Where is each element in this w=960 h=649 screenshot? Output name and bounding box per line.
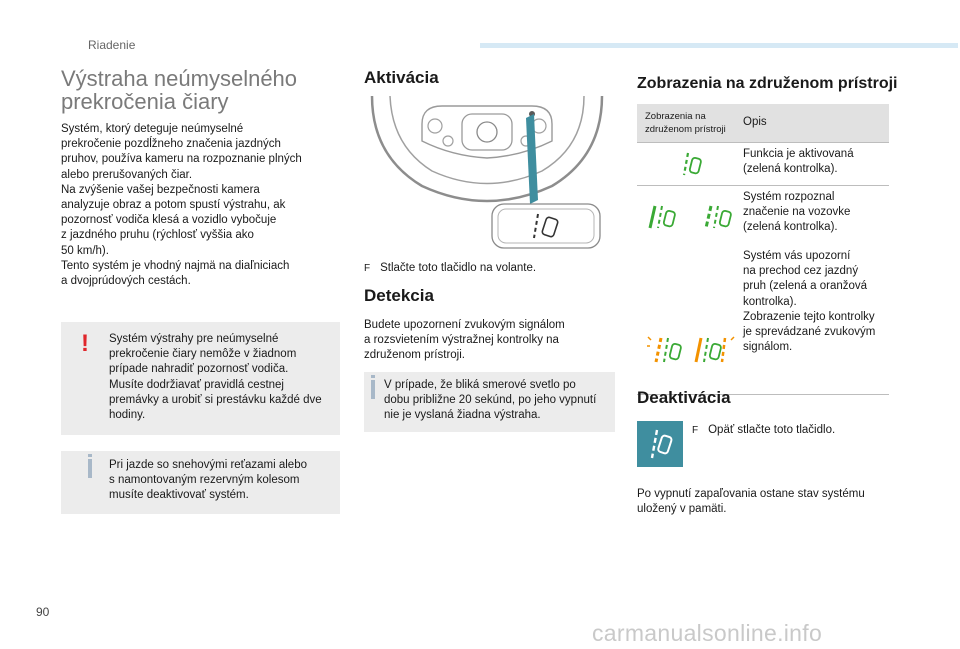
detekcia-info-box	[364, 372, 615, 432]
lane-detected-dashed-icon	[701, 204, 737, 230]
warning-line: prekročenie čiary nemôže v žiadnom	[109, 348, 297, 361]
intro-line: 50 km/h).	[61, 244, 109, 257]
aktivacia-step	[364, 261, 614, 276]
indicator-table	[637, 104, 889, 395]
warning-line: prípade nahradiť pozornosť vodiča.	[109, 363, 289, 376]
zobrazenia-heading: Zobrazenia na združenom prístroji	[637, 75, 898, 92]
page-title-line-2: prekročenia čiary	[61, 89, 229, 114]
lane-detected-solid-icon	[645, 204, 681, 230]
intro-line: Tento systém je vhodný najmä na diaľniciach	[61, 259, 290, 272]
desc-line: Funkcia je aktivovaná	[743, 148, 854, 160]
lane-departure-button-icon	[637, 421, 683, 467]
page-title-line-1: Výstraha neúmyselného	[61, 66, 298, 91]
info-line: dobu približne 20 sekúnd, po jeho vypnutí	[384, 394, 597, 407]
row-description	[743, 249, 888, 355]
intro-line: a dvojprúdových cestách.	[61, 275, 191, 288]
table-header-col1	[645, 110, 735, 136]
warning-line: premávky a urobiť si prestávku každé dve	[109, 393, 322, 406]
warning-box	[61, 322, 340, 435]
warning-line: hodiny.	[109, 409, 146, 422]
steering-wheel-icon	[362, 96, 612, 251]
info-text	[109, 458, 334, 504]
table-header-col2: Opis	[743, 116, 767, 128]
info-line: s namontovaným rezervným kolesom	[109, 474, 300, 487]
desc-line: signálom.	[743, 341, 793, 354]
desc-line: značenie na vozovke	[743, 206, 851, 219]
intro-line: analyzuje obraz a potom spustí výstrahu, ak	[61, 199, 286, 212]
intro-line: alebo prerušovaných čiar.	[61, 168, 193, 181]
warning-line: Musíte dodržiavať pravidlá cestnej	[109, 378, 284, 391]
desc-line: je sprevádzané zvukovým	[743, 326, 876, 339]
detekcia-body	[364, 318, 604, 364]
info-line: musíte deaktivovať systém.	[109, 489, 249, 502]
detekcia-line: a rozsvietením výstražnej kontrolky na	[364, 334, 559, 347]
desc-line: Systém vás upozorní	[743, 250, 851, 262]
deaktivacia-step	[692, 423, 882, 438]
aktivacia-heading: Aktivácia	[364, 68, 439, 87]
info-line: Pri jazde so snehovými reťazami alebo	[109, 459, 307, 471]
lane-indicator-active-icon	[679, 151, 705, 177]
info-line: V prípade, že bliká smerové svetlo po	[384, 379, 576, 391]
watermark: carmanualsonline.info	[592, 620, 823, 646]
intro-body	[61, 122, 343, 289]
desc-line: (zelená kontrolka).	[743, 163, 838, 176]
desc-line: Zobrazenie tejto kontrolky	[743, 310, 875, 323]
desc-line: pruh (zelená a oranžová	[743, 280, 868, 293]
warning-line: Systém výstrahy pre neúmyselné	[109, 333, 279, 345]
info-icon	[88, 459, 92, 478]
lane-warning-right-icon	[691, 334, 735, 364]
note-line: uložený v pamäti.	[637, 503, 727, 516]
detekcia-line: združenom prístroji.	[364, 349, 465, 362]
table-row	[637, 143, 889, 186]
row-description	[743, 147, 888, 177]
warning-icon: !	[81, 330, 89, 357]
page-title	[61, 67, 341, 113]
header-bar	[480, 43, 958, 48]
warning-text	[109, 332, 334, 423]
info-line: nie je vyslaná žiadna výstraha.	[384, 409, 541, 422]
intro-line: Systém, ktorý deteguje neúmyselné	[61, 123, 244, 135]
desc-line: kontrolka).	[743, 295, 797, 308]
step-marker: F	[364, 263, 371, 274]
note-line: Po vypnutí zapaľovania ostane stav systému	[637, 488, 865, 500]
page-number: 90	[36, 605, 50, 619]
detekcia-info-text	[384, 378, 610, 424]
intro-line: pozornosť vodiča klesá a vozidlo vybočuje	[61, 214, 277, 227]
lane-button-icon	[637, 421, 683, 467]
deaktivacia-step-text: Opäť stlačte toto tlačidlo.	[708, 424, 836, 436]
detekcia-line: Budete upozornení zvukovým signálom	[364, 319, 565, 331]
row-description	[743, 190, 888, 236]
aktivacia-step-text: Stlačte toto tlačidlo na volante.	[380, 262, 537, 274]
steering-wheel-illustration	[362, 96, 612, 251]
header-line: združenom prístroji	[645, 124, 726, 135]
intro-line: z jazdného pruhu (rýchlosť vyššia ako	[61, 229, 254, 242]
deaktivacia-note	[637, 487, 887, 517]
desc-line: na prechod cez jazdný	[743, 265, 859, 278]
lane-warning-left-icon	[647, 334, 685, 364]
detekcia-heading: Detekcia	[364, 286, 434, 305]
step-marker: F	[692, 425, 699, 436]
header-line: Zobrazenia na	[645, 111, 706, 122]
intro-line: prekročenie pozdĺžneho značenia jazdných	[61, 138, 281, 151]
deaktivacia-heading: Deaktivácia	[637, 388, 731, 407]
intro-line: pruhov, používa kameru na rozpoznanie plných	[61, 153, 302, 166]
info-icon	[371, 380, 375, 399]
intro-line: Na zvýšenie vašej bezpečnosti kamera	[61, 183, 260, 196]
section-label: Riadenie	[88, 38, 136, 52]
table-row	[637, 186, 889, 395]
desc-line: (zelená kontrolka).	[743, 221, 838, 234]
table-header	[637, 104, 889, 143]
info-box	[61, 451, 340, 514]
desc-line: Systém rozpoznal	[743, 191, 835, 203]
